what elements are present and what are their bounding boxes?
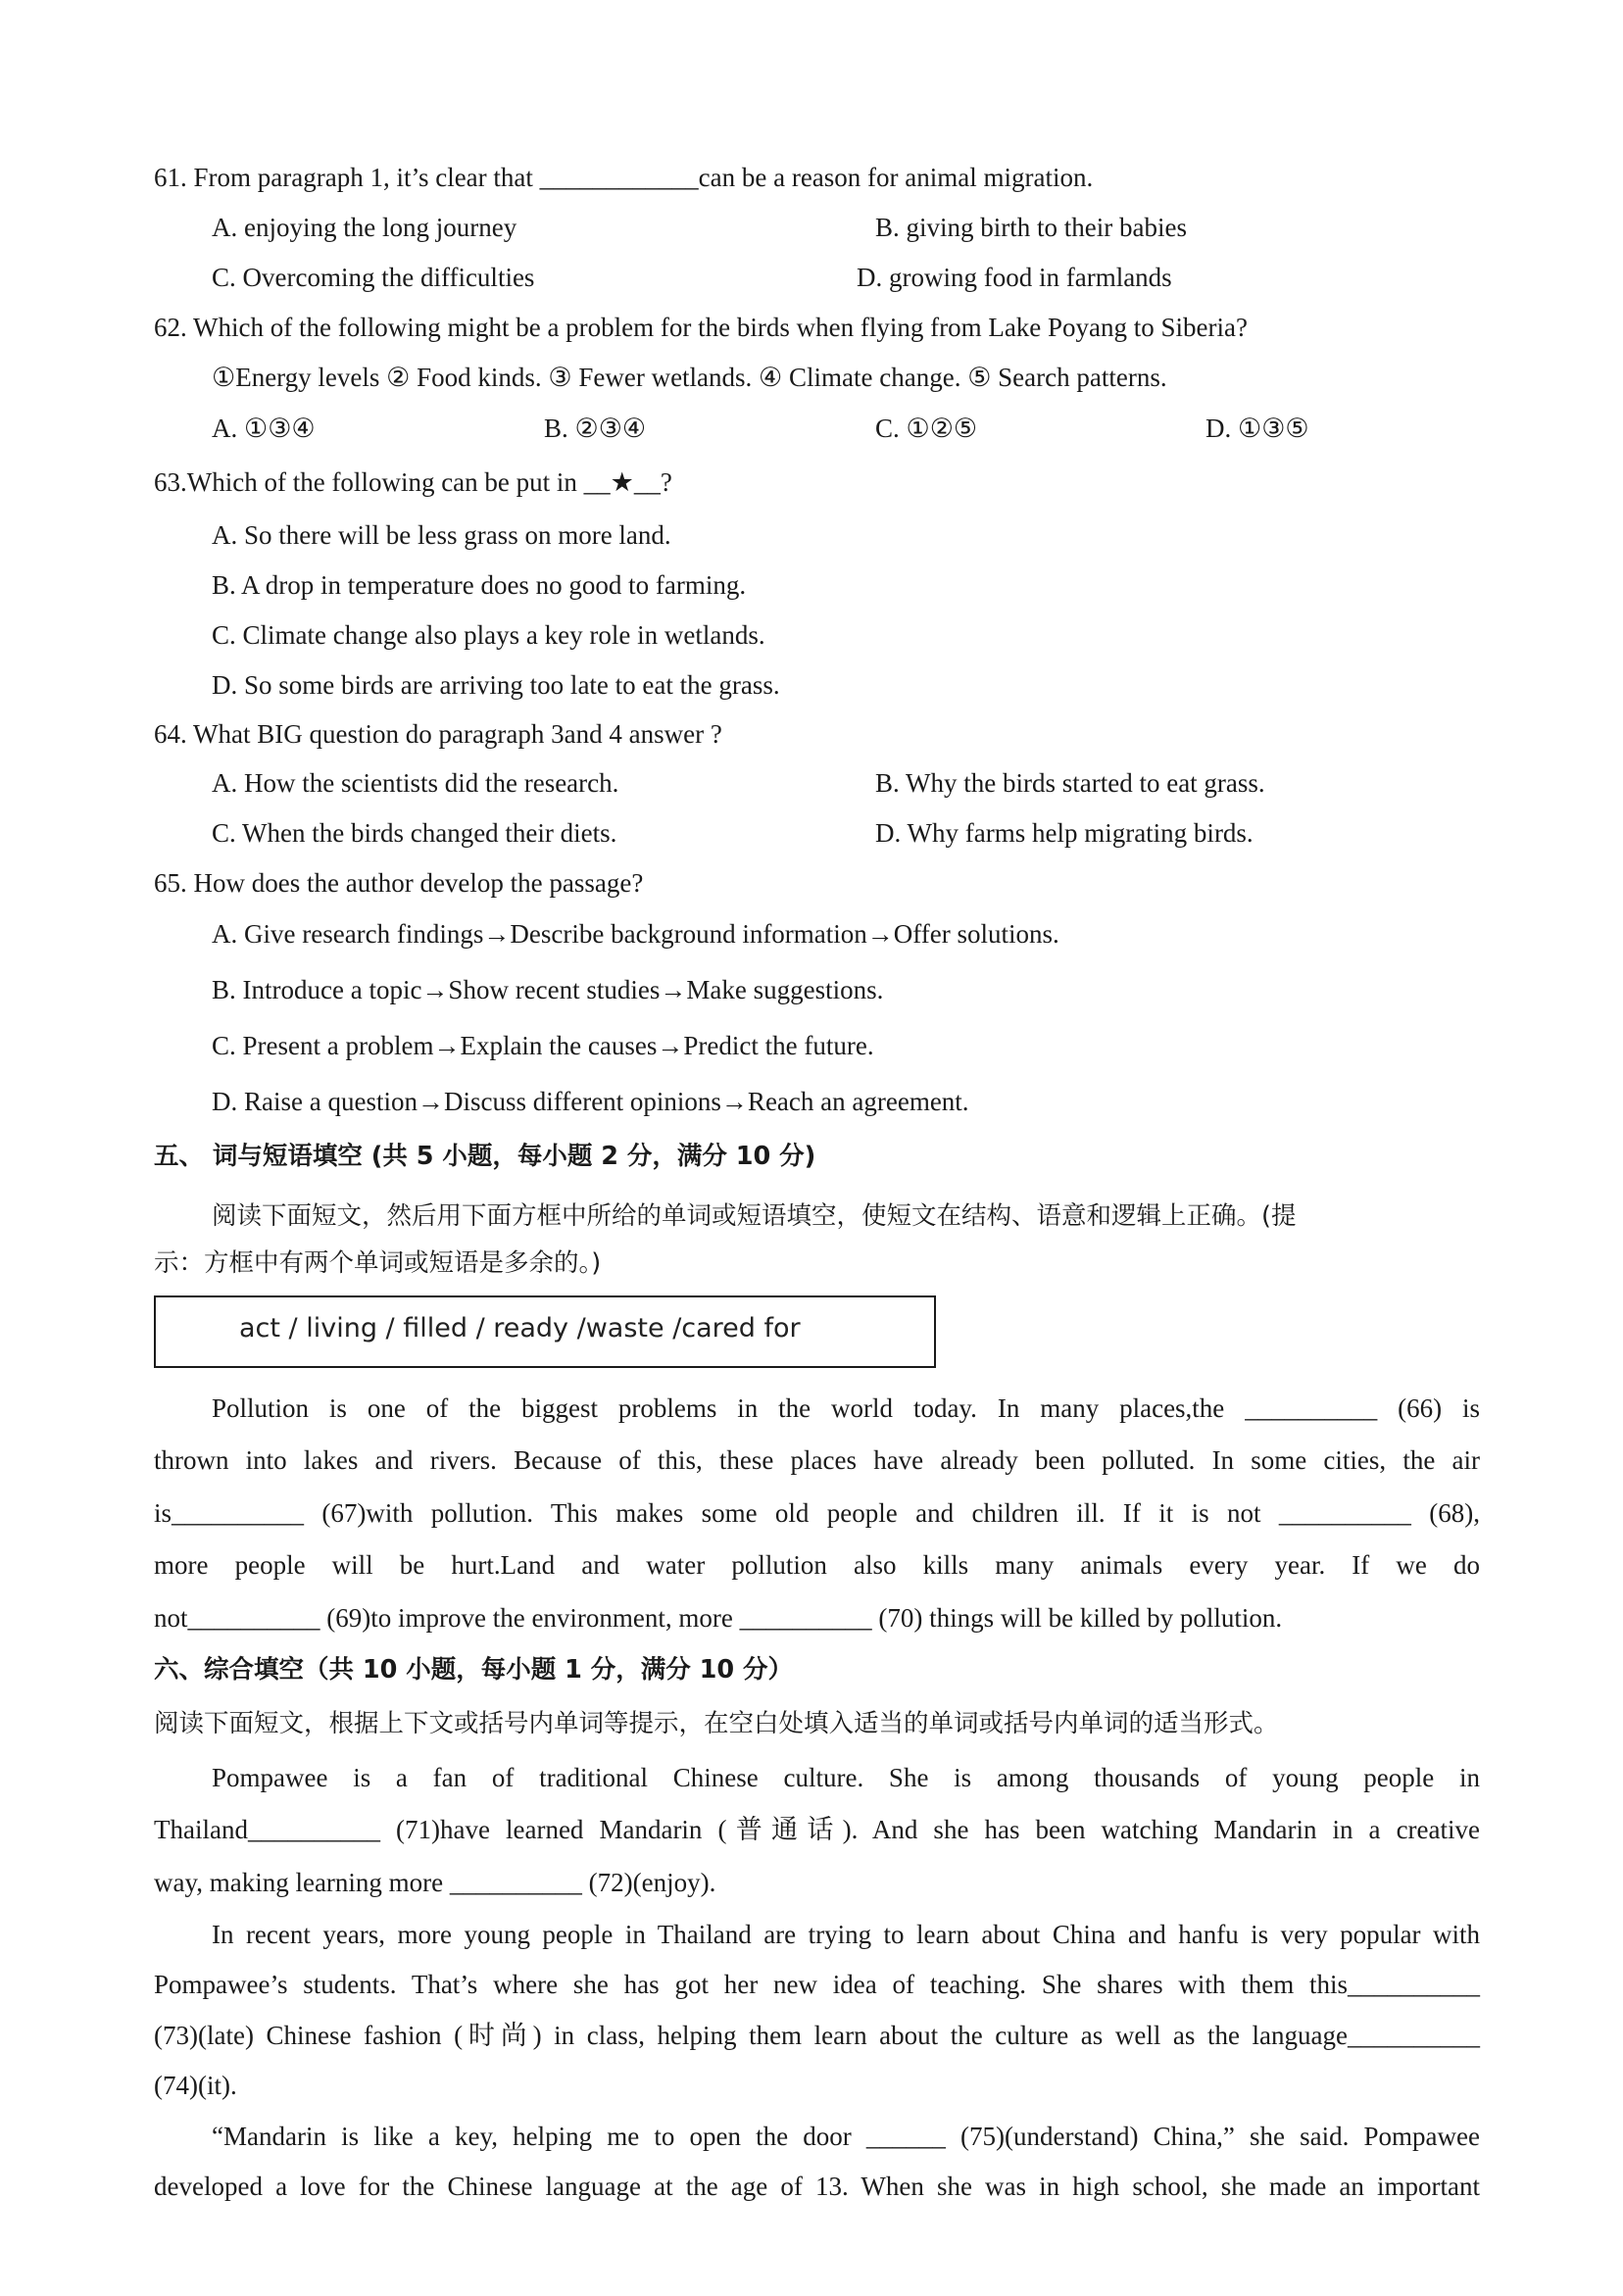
passage-6-p1-line-3: way, making learning more __________ (72)(enjoy). <box>154 1868 716 1897</box>
question-63-stem: 63.Which of the following can be put in __★__? <box>154 467 672 497</box>
section-6-instruction: 阅读下面短文，根据上下文或括号内单词等提示，在空白处填入适当的单词或括号内单词的适当形式。 <box>154 1709 1279 1738</box>
question-64-stem: 64. What BIG question do paragraph 3and 4 answer ? <box>154 719 722 749</box>
passage-6-p3-line-1: “Mandarin is like a key, helping me to open the door ______ (75)(understand) China,” she said. Pompawee <box>212 2122 1480 2151</box>
passage-6-p2-line-2: Pompawee’s students. That’s where she has got her new idea of teaching. She shares with them this__________ <box>154 1970 1480 1999</box>
q64-option-b: B. Why the birds started to eat grass. <box>875 768 1265 798</box>
question-62-stem: 62. Which of the following might be a problem for the birds when flying from Lake Poyang to Siberia? <box>154 313 1249 342</box>
section-5-heading: 五、 词与短语填空 (共 5 小题，每小题 2 分，满分 10 分) <box>154 1142 816 1171</box>
q63-option-c: C. Climate change also plays a key role in wetlands. <box>212 620 765 650</box>
passage-6-p1-line-1: Pompawee is a fan of traditional Chinese culture. She is among thousands of young people in <box>212 1763 1480 1792</box>
q62-option-a: A. ①③④ <box>212 414 316 443</box>
q65-option-c: C. Present a problem→Explain the causes→Predict the future. <box>212 1031 874 1060</box>
passage-6-p1-line-2: Thailand__________ (71)have learned Mandarin (普通话). And she has been watching Mandarin in a creative <box>154 1815 1480 1844</box>
q64-option-a: A. How the scientists did the research. <box>212 768 619 798</box>
q61-option-b: B. giving birth to their babies <box>875 213 1187 242</box>
section-5-instruction-line2: 示：方框中有两个单词或短语是多余的。) <box>154 1248 602 1278</box>
q64-option-d: D. Why farms help migrating birds. <box>875 818 1254 848</box>
q62-option-d: D. ①③⑤ <box>1205 414 1309 443</box>
question-65-stem: 65. How does the author develop the passage? <box>154 868 644 898</box>
section-6-heading: 六、综合填空（共 10 小题，每小题 1 分，满分 10 分） <box>154 1655 793 1685</box>
passage-5-line-4: more people will be hurt.Land and water pollution also kills many animals every year. If we do <box>154 1550 1480 1580</box>
passage-6-p3-line-2: developed a love for the Chinese language at the age of 13. When she was in high school, she made an important <box>154 2172 1480 2201</box>
q65-option-a: A. Give research findings→Describe background information→Offer solutions. <box>212 919 1059 949</box>
passage-5-line-2: thrown into lakes and rivers. Because of this, these places have already been polluted. In some cities, the air <box>154 1445 1480 1475</box>
q65-option-b: B. Introduce a topic→Show recent studies→Make suggestions. <box>212 975 884 1004</box>
passage-5-line-5: not__________ (69)to improve the environment, more __________ (70) things will be killed by pollution. <box>154 1603 1283 1633</box>
passage-5-line-3: is__________ (67)with pollution. This makes some old people and children ill. If it is not __________ (68), <box>154 1498 1480 1528</box>
q62-items: ①Energy levels ② Food kinds. ③ Fewer wetlands. ④ Climate change. ⑤ Search patterns. <box>212 363 1167 392</box>
passage-6-p2-line-4: (74)(it). <box>154 2071 237 2100</box>
q62-option-c: C. ①②⑤ <box>875 414 978 443</box>
q63-option-b: B. A drop in temperature does no good to farming. <box>212 570 747 600</box>
passage-5-line-1: Pollution is one of the biggest problems in the world today. In many places,the __________ (66) is <box>212 1393 1480 1423</box>
word-box-text: act / living / filled / ready /waste /cared for <box>239 1313 801 1343</box>
passage-6-p2-line-3: (73)(late) Chinese fashion (时尚) in class, helping them learn about the culture as well as the language__________ <box>154 2021 1480 2050</box>
q63-option-a: A. So there will be less grass on more land. <box>212 520 671 550</box>
q64-option-c: C. When the birds changed their diets. <box>212 818 617 848</box>
q65-option-d: D. Raise a question→Discuss different opinions→Reach an agreement. <box>212 1087 969 1116</box>
q61-option-a: A. enjoying the long journey <box>212 213 517 242</box>
section-5-instruction-line1: 阅读下面短文，然后用下面方框中所给的单词或短语填空，使短文在结构、语意和逻辑上正确。(提 <box>212 1201 1297 1231</box>
question-61-stem: 61. From paragraph 1, it’s clear that ____________can be a reason for animal migration. <box>154 163 1094 192</box>
q63-option-d: D. So some birds are arriving too late to eat the grass. <box>212 670 780 700</box>
q61-option-d: D. growing food in farmlands <box>857 263 1172 292</box>
word-box <box>154 1295 936 1368</box>
q61-option-c: C. Overcoming the difficulties <box>212 263 535 292</box>
passage-6-p2-line-1: In recent years, more young people in Thailand are trying to learn about China and hanfu is very popular with <box>212 1920 1480 1949</box>
q62-option-b: B. ②③④ <box>544 414 647 443</box>
